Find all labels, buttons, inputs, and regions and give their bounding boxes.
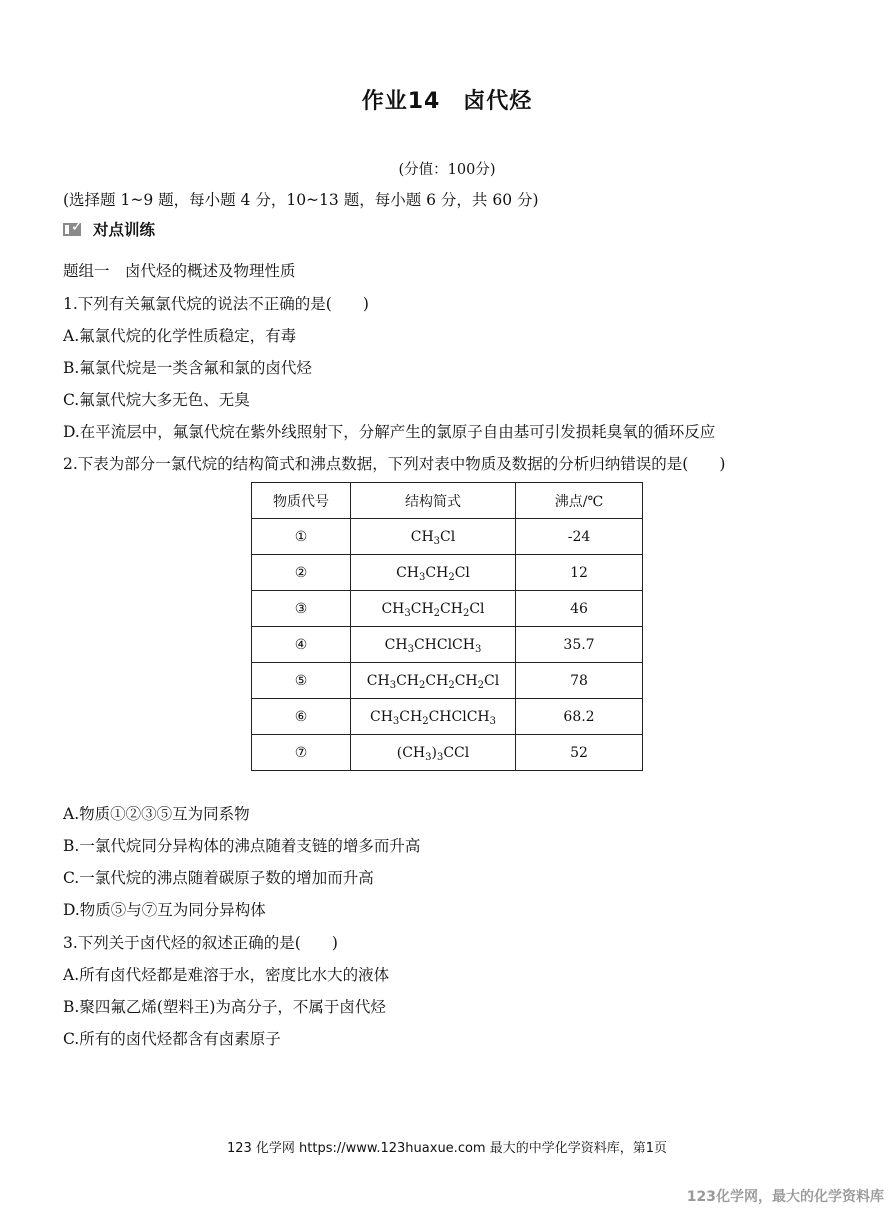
question-3-option-c: C.所有的卤代烃都含有卤素原子 xyxy=(63,1030,281,1048)
compound-code: ④ xyxy=(252,627,351,663)
page-footer: 123 化学网 https://www.123huaxue.com 最大的中学化学资料库，第1页 xyxy=(226,1141,667,1156)
question-1-option-a: A.氟氯代烷的化学性质稳定，有毒 xyxy=(63,327,297,345)
table-row xyxy=(252,591,643,627)
compound-code: ② xyxy=(252,555,351,591)
table-row xyxy=(252,699,643,735)
compound-code: ⑥ xyxy=(252,699,351,735)
boiling-point-table xyxy=(251,482,643,771)
table-row xyxy=(252,735,643,771)
boiling-point: 68.2 xyxy=(516,699,643,735)
compound-formula: $CH_3CH_2CHClCH_3$ xyxy=(351,699,516,735)
table-row xyxy=(252,519,643,555)
section-label: 对点训练 xyxy=(93,221,156,239)
compound-formula: $(CH_3)_3CCl$ xyxy=(351,735,516,771)
question-2-stem: 2.下表为部分一氯代烷的结构简式和沸点数据，下列对表中物质及数据的分析归纳错误的是( ) xyxy=(63,455,726,473)
question-1-option-b: B.氟氯代烷是一类含氟和氯的卤代烃 xyxy=(63,359,312,377)
table-header: 沸点/℃ xyxy=(516,483,643,519)
table-header: 物质代号 xyxy=(252,483,351,519)
question-3-stem: 3.下列关于卤代烃的叙述正确的是( ) xyxy=(63,934,338,952)
compound-code: ⑤ xyxy=(252,663,351,699)
compound-code: ⑦ xyxy=(252,735,351,771)
table-header-row xyxy=(252,483,643,519)
table-header: 结构简式 xyxy=(351,483,516,519)
compound-formula: $CH_3CH_2CH_2Cl$ xyxy=(351,591,516,627)
boiling-point: 12 xyxy=(516,555,643,591)
compound-code: ③ xyxy=(252,591,351,627)
instructions: (选择题 1~9 题，每小题 4 分，10~13 题，每小题 6 分，共 60 分) xyxy=(63,191,539,209)
question-3-option-a: A.所有卤代烃都是难溶于水，密度比水大的液体 xyxy=(63,966,390,984)
question-1-option-d: D.在平流层中，氟氯代烷在紫外线照射下，分解产生的氯原子自由基可引发损耗臭氧的循环反应 xyxy=(63,423,716,441)
boiling-point: 35.7 xyxy=(516,627,643,663)
group-heading: 题组一 卤代烃的概述及物理性质 xyxy=(63,262,296,280)
question-1-stem: 1.下列有关氟氯代烷的说法不正确的是( ) xyxy=(63,295,369,313)
question-3-option-b: B.聚四氟乙烯(塑料王)为高分子，不属于卤代烃 xyxy=(63,998,386,1016)
table-row xyxy=(252,555,643,591)
watermark: 123化学网，最大的化学资料库 xyxy=(686,1189,884,1205)
compound-formula: $CH_3Cl$ xyxy=(351,519,516,555)
boiling-point: -24 xyxy=(516,519,643,555)
table-row xyxy=(252,627,643,663)
question-2-option-d: D.物质⑤与⑦互为同分异构体 xyxy=(63,901,266,919)
boiling-point: 78 xyxy=(516,663,643,699)
compound-code: ① xyxy=(252,519,351,555)
boiling-point: 46 xyxy=(516,591,643,627)
question-1-option-c: C.氟氯代烷大多无色、无臭 xyxy=(63,391,250,409)
compound-formula: $CH_3CH_2Cl$ xyxy=(351,555,516,591)
boiling-point: 52 xyxy=(516,735,643,771)
question-2-option-a: A.物质①②③⑤互为同系物 xyxy=(63,805,250,823)
question-2-option-c: C.一氯代烷的沸点随着碳原子数的增加而升高 xyxy=(63,869,374,887)
score-note: (分值：100分) xyxy=(398,162,496,178)
checklist-icon: ✓ xyxy=(63,221,85,237)
table-row xyxy=(252,663,643,699)
compound-formula: $CH_3CH_2CH_2CH_2Cl$ xyxy=(351,663,516,699)
compound-formula: $CH_3CHClCH_3$ xyxy=(351,627,516,663)
page-title: 作业14 卤代烃 xyxy=(361,89,533,114)
question-2-option-b: B.一氯代烷同分异构体的沸点随着支链的增多而升高 xyxy=(63,837,421,855)
section-header xyxy=(63,218,155,240)
